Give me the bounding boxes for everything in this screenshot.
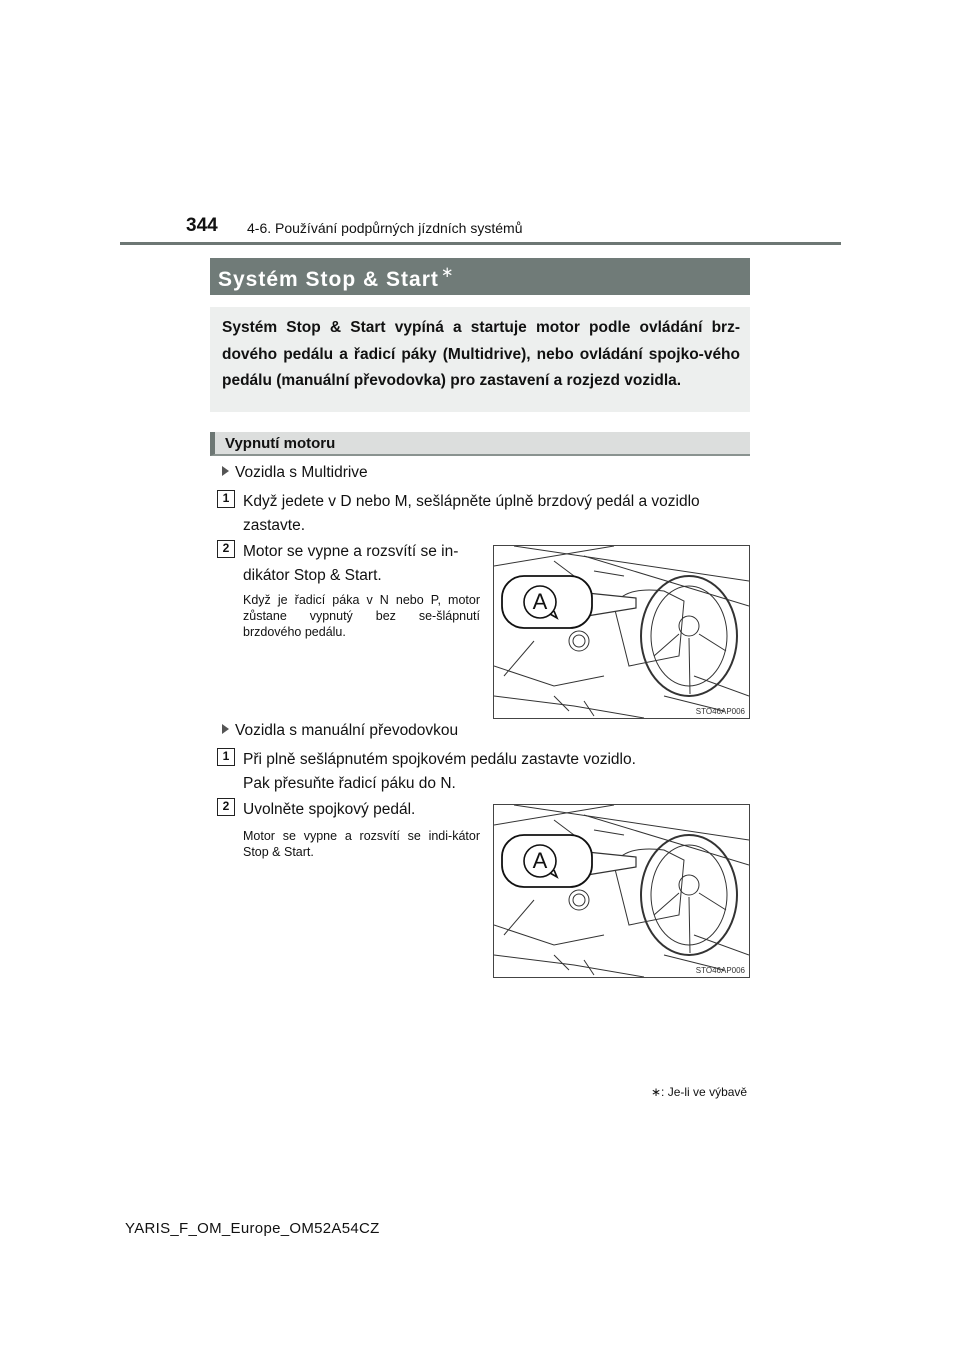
dashboard-drawing	[494, 546, 749, 718]
manual-heading	[222, 722, 458, 740]
step-number-1: 1	[217, 748, 235, 766]
multidrive-step-2-line2: dikátor Stop & Start.	[243, 567, 382, 584]
manual-step-2	[243, 798, 415, 822]
step-number-2: 2	[217, 540, 235, 558]
multidrive-heading-text: Vozidla s Multidrive	[235, 464, 368, 481]
dashboard-illustration	[493, 804, 750, 978]
intro-text: Systém Stop & Start vypíná a startuje motor podle ovládání brz-dového pedálu a řadicí páky (Multidrive), nebo ovládání spojko-vého pedálu (manuální převodovka) pro zastavení a rozjezd vozidla.	[210, 307, 750, 412]
illustration-code: STO46AP006	[695, 707, 745, 716]
header-rule	[120, 242, 841, 245]
section-title	[210, 258, 750, 295]
multidrive-step-2-line1: Motor se vypne a rozsvítí se in-	[243, 543, 459, 560]
manual-step-1-line2: Pak přesuňte řadicí páku do N.	[243, 775, 456, 792]
multidrive-step-1-line1: Když jedete v D nebo M, sešlápněte úplně brzdový pedál a vozidlo	[243, 493, 700, 510]
footnote-mark: ∗	[440, 264, 455, 281]
chapter-title: 4-6. Používání podpůrných jízdních systémů	[247, 220, 523, 236]
footnote: ∗: Je-li ve výbavě	[651, 1085, 748, 1099]
illustration-code: STO46AP006	[695, 966, 745, 975]
manual-heading-text: Vozidla s manuální převodovkou	[235, 722, 459, 739]
manual-step-2-line1: Uvolněte spojkový pedál.	[243, 801, 416, 818]
indicator-label: A	[532, 589, 548, 614]
dashboard-drawing	[494, 805, 749, 977]
page-number: 344	[186, 215, 218, 236]
document-code: YARIS_F_OM_Europe_OM52A54CZ	[125, 1220, 380, 1237]
indicator-label: A	[532, 848, 548, 873]
multidrive-step-1-line2: zastavte.	[243, 517, 306, 534]
subsection-title: Vypnutí motoru	[210, 432, 750, 456]
multidrive-heading	[222, 464, 368, 482]
triangle-bullet-icon	[222, 466, 229, 476]
multidrive-step-1	[243, 490, 700, 538]
section-title-text: Systém Stop & Start	[218, 268, 439, 291]
step-number-1: 1	[217, 490, 235, 508]
step-number-2: 2	[217, 798, 235, 816]
manual-step-1-line1: Při plně sešlápnutém spojkovém pedálu zastavte vozidlo.	[243, 751, 636, 768]
dashboard-illustration	[493, 545, 750, 719]
multidrive-step-2	[243, 540, 458, 588]
manual-step-1	[243, 748, 636, 796]
multidrive-note: Když je řadicí páka v N nebo P, motor zůstane vypnutý bez se-šlápnutí brzdového pedálu.	[243, 593, 480, 639]
triangle-bullet-icon	[222, 724, 229, 734]
manual-note: Motor se vypne a rozsvítí se indi-kátor Stop & Start.	[243, 829, 480, 859]
